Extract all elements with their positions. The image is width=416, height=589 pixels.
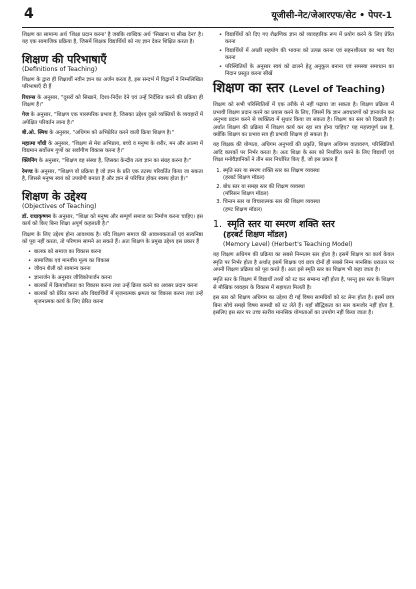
definition-item: रियान्स के अनुसार, "दूसरों को सिखाने, दिशा-निर्देश देने एवं उन्हें निर्देशित करने की प्रक्रिया ही शिक्षण है।" [22, 94, 204, 109]
levels-paragraph: शिक्षण को सभी परिस्थितियों में एक तरीके से नहीं पढ़ाया जा सकता है। शिक्षण प्रक्रिया में प्रभावी शिक्षण प्रदान करने का प्रयास करने के लिए, जिसमें कि ज्ञान अवधारणों को ज्ञानार्जन कर अनुभव प्रदान करने से व्यक्तित्व में सुधार किया जा सकता है। शिक्षण का स्तर को दिखाती है। अर्थात शिक्षण की प्रक्रिया में शिक्षण कार्य कर रहा सत्र होना चाहिए? यह महत्त्वपूर्ण प्रश्न है, क्योंकि शिक्षण का प्रभाव सत्र ही प्रभावी शिक्षण हो सकता है। [213, 102, 394, 139]
memory-level-subheading: (हरबर्ट शिक्षण मॉडल) [223, 230, 288, 240]
objectives-paragraph: शिक्षण के लिए उद्देश्य होना आवश्यक है। यदि शिक्षण समाज की आवश्यकताओं एवं सत्यनिष्ठा को पूरा नहीं करता, तो परिणाम सामने आ सकते हैं। अतः शिक्षण के प्रमुख उद्देश्य इस प्रकार हैं [22, 231, 203, 245]
objectives-list [22, 249, 203, 306]
levels-list [213, 168, 394, 214]
definition-item: रेमण्ड के अनुसार, "शिक्षण वो प्रक्रिया है जो ज्ञान के प्रति एक तटस्थ परिवर्तित किया जा सकता है, जिससे मनुष्य स्वयं को उपयोगी बनाता है और ज्ञान से परिचित होकर स्वस्थ होता है।" [22, 168, 203, 183]
list-item: • परिस्थितियों के अनुसार स्वयं को ढालने हेतु अनुकूल बनाना एवं समस्या समाधान का निदान प्रस्तुत करना सीखें [219, 64, 394, 79]
page-header [22, 6, 394, 28]
objectives-quote: डॉ. राधाकृष्णन के अनुसार, "शिक्षा को मनुष्य और सम्पूर्ण समाज का निर्माण करना चाहिए। इस कार्य को किए बिना शिक्षा अपूर्ण कहलाती है।" [22, 213, 204, 228]
memory-level-paragraph: यह शिक्षण अधिगम की प्रक्रिया का सबसे निम्नतम स्तर होता है। इसमें शिक्षण का कार्य केवल स्मृति पर निर्भर होता है अर्थात् इसमें शिक्षक एवं छात्र दोनों ही सबसे निम्न मानसिक धरातल पर अपनी शिक्षण प्रक्रिया को पूरा करते हैं। अतः इसे स्मृति स्तर का शिक्षण भी कहा जाता है। [213, 252, 394, 273]
list-item: • विद्यार्थियों में अच्छी सहयोग की भावना को उत्पन्न करना एवं सहनशीलता का भाव पैदा करना [219, 48, 394, 63]
objectives-list-continued [213, 32, 394, 78]
page-number: 4 [24, 6, 34, 22]
list-item: • सामाजिक एवं मानवीय मूल्य का विकास [28, 258, 203, 265]
memory-level-paragraph: इस स्तर को शिक्षण अधिगम का उद्देश्य दी गई विषय सामग्रियों को रट लेना होता है। इसमें छात्र बिना सोचे समझे विषय सामग्री को रट लेते हैं। यहाँ बौद्धिकता का स्तर कमजोर नहीं होता है, इसलिए इस स्तर पर उच्च स्तरीय मानसिक योग्यताओं का उपयोग नहीं किया जाता है। [213, 295, 394, 316]
intro-paragraph: शिक्षण का सामान्य अर्थ 'शिक्षा प्रदान करना' है जबकि शाब्दिक अर्थ 'सिखाना या सीख देना' है। यह एक सामाजिक प्रक्रिया है, जिसमें शिक्षक विद्यार्थियों को नए ज्ञान देकर शिक्षित करता है। [22, 32, 203, 46]
definition-item: बी.ओ. स्मिथ के अनुसार, "अधिगम को अभिप्रेरित करने वाली क्रिया शिक्षण है।" [22, 130, 174, 137]
memory-level-heading-en: (Memory Level) (Herbert's Teaching Model) [223, 241, 353, 249]
memory-level-heading: 1. स्मृति स्तर या स्मरण शक्ति स्तर [213, 219, 335, 231]
definitions-heading-en: (Definitions of Teaching) [22, 65, 98, 73]
levels-paragraph: यह शिक्षक की योग्यता, अधिगम अनुभवों की प्रकृति, शिक्षण अधिगम वातावरण, परिस्थितियों आदि कारकों पर निर्भर करता है। अतः शिक्षा के स्तर को निर्धारित करने के लिए विद्यार्थी एवं शिक्षा मनोवैज्ञानिकों ने तीन स्तर निर्धारित किए हैं, जो इस प्रकार हैं [213, 142, 394, 164]
two-column-body [22, 32, 394, 320]
list-item: • बालकों को प्रेरित करना और विद्यार्थियों में सृजनात्मक क्षमता का विकास करना तथा उन्हें सृजनात्मक कार्य के लिए प्रेरित करना [28, 291, 203, 306]
objectives-heading-en: (Objectives of Teaching) [22, 202, 97, 210]
list-item: • बालक को समाज का विकास करना [28, 249, 203, 256]
list-item: • विद्यार्थियों को दिए गए शैक्षणिक ज्ञान को व्यावहारिक रूप में प्रयोग करने के लिए प्रेरित करना [219, 32, 394, 47]
definitions-intro: शिक्षण के द्वारा ही शिक्षार्थी नवीन ज्ञान का अर्जन करता है, इस सन्दर्भ में विद्वानों ने निम्नलिखित परिभाषाएँ दी हैं [22, 76, 203, 91]
definition-item: क्लिनिंग के अनुसार, "शिक्षण वह संस्था है, जिसका केन्द्रीय तत्व ज्ञान का संग्रह करना है।" [22, 158, 192, 165]
list-item: • ज्ञानार्जन के अनुसार जीविकोपार्जन करना [28, 275, 203, 282]
list-item: 2. बोध स्तर या समझ स्तर की शिक्षण व्यवस्था (मॉरिसन शिक्षण मॉडल) [223, 184, 394, 199]
levels-heading: शिक्षण का स्तर (Level of Teaching) [213, 81, 385, 97]
definitions-heading: शिक्षण की परिभाषाएँ [22, 52, 107, 66]
definition-item: गेज के अनुसार, "शिक्षण एक पारस्परिक प्रभाव है, जिसका उद्देश्य दूसरे व्यक्तियों के व्यवहारों में अपेक्षित परिवर्तन लाना है।" [22, 112, 203, 126]
list-item: • बालकों में क्रियाशीलता का विकास करना तथा उन्हें क्रिया करने का अवसर प्रदान करना [28, 283, 203, 290]
list-item: 3. चिन्तन स्तर या विचारात्मक स्तर की शिक्षण व्यवस्था (हण्ट शिक्षण मॉडल) [223, 199, 394, 214]
right-column [213, 32, 394, 320]
running-head: यूजीसी-नेट/जेआरएफ/सेट • पेपर-1 [271, 11, 392, 21]
memory-level-paragraph: स्मृति स्तर के शिक्षण में विद्यार्थी तथ्यों को रट कर सम्बन्ध नहीं होता है, परन्तु इस स्तर के शिक्षण से मौखिक व्यवहार के विकास में सहायता मिलती है। [213, 277, 394, 291]
definition-item: महात्मा गाँधी के अनुसार, "शिक्षण से मेरा अभिप्राय, बच्चे व मनुष्य के शरीर, मन और आत्मा में विद्यमान सर्वोत्तम गुणों का सर्वांगीण विकास करना है।" [22, 140, 203, 155]
list-item: • जीवन शैली को सामान्य करना [28, 266, 203, 273]
objectives-heading: शिक्षण के उद्देश्य [22, 189, 87, 203]
list-item: 1. स्मृति स्तर या स्मरण शक्ति स्तर का शिक्षण व्यवस्था (हरबर्ट शिक्षण मॉडल) [223, 168, 394, 183]
left-column [22, 32, 203, 320]
